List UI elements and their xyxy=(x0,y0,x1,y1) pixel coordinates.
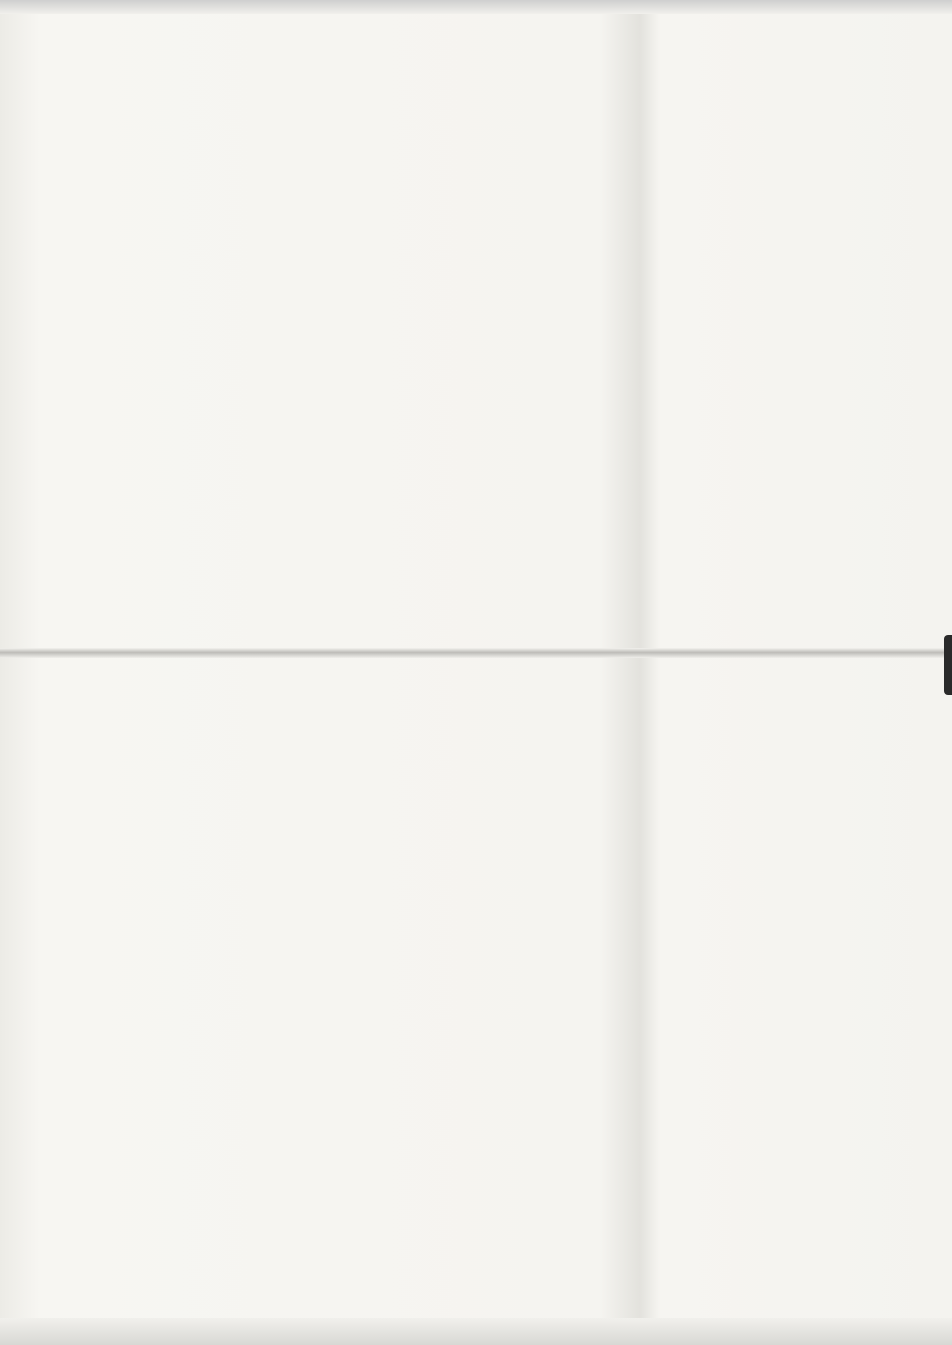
book-spine xyxy=(0,648,952,658)
binding-clip xyxy=(944,635,952,695)
scan-bottom-edge xyxy=(0,1318,952,1345)
scan-top-edge xyxy=(0,0,952,14)
